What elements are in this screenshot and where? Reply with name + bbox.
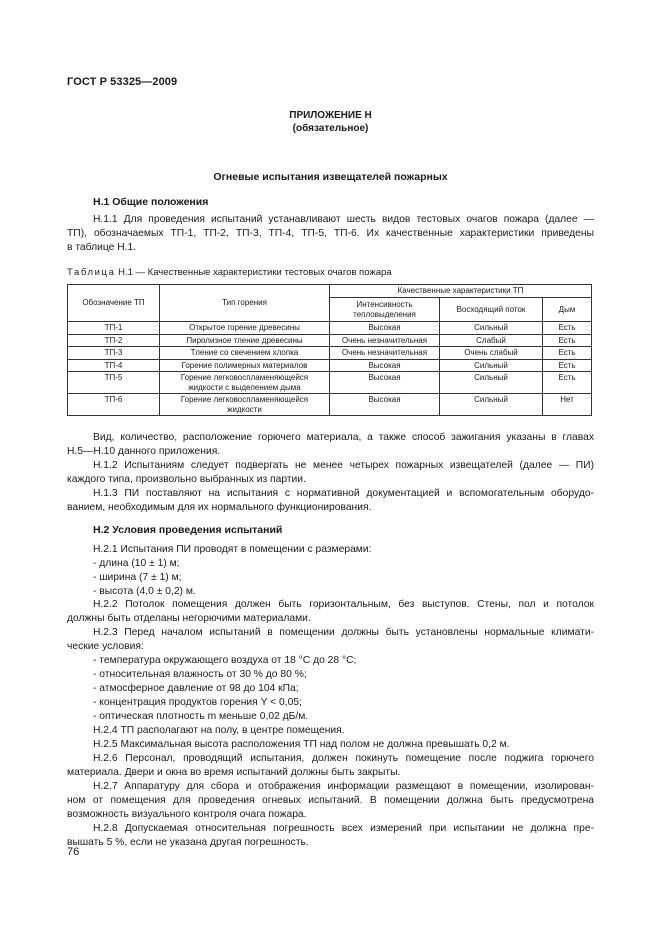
header-burning-type: Тип горения xyxy=(160,285,330,322)
list-item: - относительная влажность от 30 % до 80 %; xyxy=(93,669,307,680)
appendix-title: ПРИЛОЖЕНИЕ Н xyxy=(289,110,372,121)
cell-type: Тление со свечением хлопка xyxy=(160,347,330,360)
list-item: - оптическая плотность m меньше 0,02 дБ/м. xyxy=(93,711,309,722)
paragraph-line: Вид, количество, расположение горючего материала, а также способ зажигания указаны в главах xyxy=(93,432,594,443)
cell-smoke: Есть xyxy=(543,347,592,360)
cell-intensity: Очень незначительная xyxy=(330,347,440,360)
paragraph-line: каждого типа, произвольно выбранных из партии. xyxy=(67,474,306,485)
paragraph-line: ном от помещения для проведения огневых испытаний. В помещении должна быть предусмотрена xyxy=(67,795,594,806)
paragraph-line: Н.1.1 Для проведения испытаний устанавливают шесть видов тестовых очагов пожара (далее — xyxy=(93,214,594,225)
cell-updraft: Слабый xyxy=(440,334,543,347)
table-caption-prefix: Таблица xyxy=(67,267,116,278)
paragraph-line: Н.2.7 Аппаратуру для сбора и отображения информации размещают в помещении, изолирован- xyxy=(93,781,594,792)
cell-updraft: Сильный xyxy=(440,322,543,335)
table-row xyxy=(68,347,592,360)
paragraph-line: материала. Двери и окна во время испытаний должны быть закрыты. xyxy=(67,767,401,778)
heading-general: Н.1 Общие положения xyxy=(93,196,209,208)
cell-smoke: Есть xyxy=(543,372,592,394)
table-row xyxy=(68,394,592,416)
cell-intensity: Высокая xyxy=(330,359,440,372)
cell-updraft: Очень слабый xyxy=(440,347,543,360)
cell-smoke: Есть xyxy=(543,322,592,335)
paragraph-line: возможность визуального контроля очага пожара. xyxy=(67,809,307,820)
cell-id: ТП-5 xyxy=(68,372,160,394)
paragraph-line: ванием, необходимым для их нормального функционирования. xyxy=(67,502,372,513)
paragraph-line: Н.2.5 Максимальная высота расположения ТП над полом не должна превышать 0,2 м. xyxy=(93,739,510,750)
cell-id: ТП-6 xyxy=(68,394,160,416)
paragraph-line: Н.1.2 Испытаниям следует подвергать не менее четырех пожарных извещателей (далее — ПИ) xyxy=(93,460,594,471)
table-row xyxy=(68,334,592,347)
cell-smoke: Есть xyxy=(543,334,592,347)
list-item: - температура окружающего воздуха от 18 °С до 28 °С; xyxy=(93,655,357,666)
cell-type: Пиролизное тление древесины xyxy=(160,334,330,347)
list-item: - высота (4,0 ± 0,2) м. xyxy=(93,586,196,597)
section-title: Огневые испытания извещателей пожарных xyxy=(213,171,448,183)
header-smoke: Дым xyxy=(543,298,592,322)
cell-intensity: Высокая xyxy=(330,322,440,335)
header-updraft: Восходящий поток xyxy=(440,298,543,322)
header-intensity: Интенсивность тепловыделения xyxy=(330,298,440,322)
paragraph-line: Н.2.3 Перед началом испытаний в помещении должны быть установлены нормальные климати- xyxy=(93,627,594,638)
paragraph-line: в таблице Н.1. xyxy=(67,242,137,253)
header-qualities: Качественные характеристики ТП xyxy=(330,285,592,298)
cell-intensity: Очень незначительная xyxy=(330,334,440,347)
cell-type: Горение легковоспламеняющейся жидкости с выделением дыма xyxy=(160,372,330,394)
cell-id: ТП-3 xyxy=(68,347,160,360)
cell-intensity: Высокая xyxy=(330,372,440,394)
header-designation: Обозначение ТП xyxy=(68,285,160,322)
cell-id: ТП-4 xyxy=(68,359,160,372)
paragraph-line: Н.2.4 ТП располагают на полу, в центре помещения. xyxy=(93,725,345,736)
list-item: - ширина (7 ± 1) м; xyxy=(93,572,182,583)
table-row xyxy=(68,359,592,372)
paragraph-line: должны быть отделаны негорючими материалами. xyxy=(67,613,311,624)
table-caption-text: Н.1 — Качественные характеристики тестовых очагов пожара xyxy=(118,267,392,278)
characteristics-table xyxy=(67,284,592,416)
paragraph-line: Н.2.6 Персонал, проводящий испытания, должен покинуть помещение после поджига горючего xyxy=(93,753,594,764)
paragraph-line: Н.5—Н.10 данного приложения. xyxy=(67,446,221,457)
paragraph-line: ческие условия: xyxy=(67,641,144,652)
appendix-subtitle: (обязательное) xyxy=(292,123,369,134)
paragraph-line: вышать 5 %, если не указана другая погрешность. xyxy=(67,837,309,848)
cell-updraft: Сильный xyxy=(440,359,543,372)
cell-updraft: Сильный xyxy=(440,394,543,416)
cell-smoke: Нет xyxy=(543,394,592,416)
cell-smoke: Есть xyxy=(543,359,592,372)
cell-id: ТП-1 xyxy=(68,322,160,335)
cell-id: ТП-2 xyxy=(68,334,160,347)
paragraph-line: Н.2.8 Допускаемая относительная погрешность всех измерений при испытании не должна пре- xyxy=(93,823,594,834)
table-row xyxy=(68,372,592,394)
cell-type: Горение полимерных материалов xyxy=(160,359,330,372)
table-caption xyxy=(67,267,392,278)
cell-updraft: Сильный xyxy=(440,372,543,394)
cell-type: Горение легковоспламеняющейся жидкости xyxy=(160,394,330,416)
list-item: - длина (10 ± 1) м; xyxy=(93,558,180,569)
standard-code: ГОСТ Р 53325—2009 xyxy=(67,76,178,88)
table-row xyxy=(68,322,592,335)
paragraph-line: Н.2.2 Потолок помещения должен быть горизонтальным, без выступов. Стены, пол и потолок xyxy=(93,599,594,610)
list-item: - концентрация продуктов горения Y < 0,05; xyxy=(93,697,302,708)
page-number: 76 xyxy=(67,846,80,858)
cell-intensity: Высокая xyxy=(330,394,440,416)
cell-type: Открытое горение древесины xyxy=(160,322,330,335)
list-item: - атмосферное давление от 98 до 104 кПа; xyxy=(93,683,299,694)
paragraph-line: Н.1.3 ПИ поставляют на испытания с нормативной документацией и вспомогательным оборудо- xyxy=(93,488,594,499)
paragraph-line: ТП), обозначаемых ТП-1, ТП-2, ТП-3, ТП-4, ТП-5, ТП-6. Их качественные характеристики приведены xyxy=(67,228,594,239)
paragraph-line: Н.2.1 Испытания ПИ проводят в помещении с размерами: xyxy=(93,544,372,555)
heading-conditions: Н.2 Условия проведения испытаний xyxy=(93,524,283,536)
